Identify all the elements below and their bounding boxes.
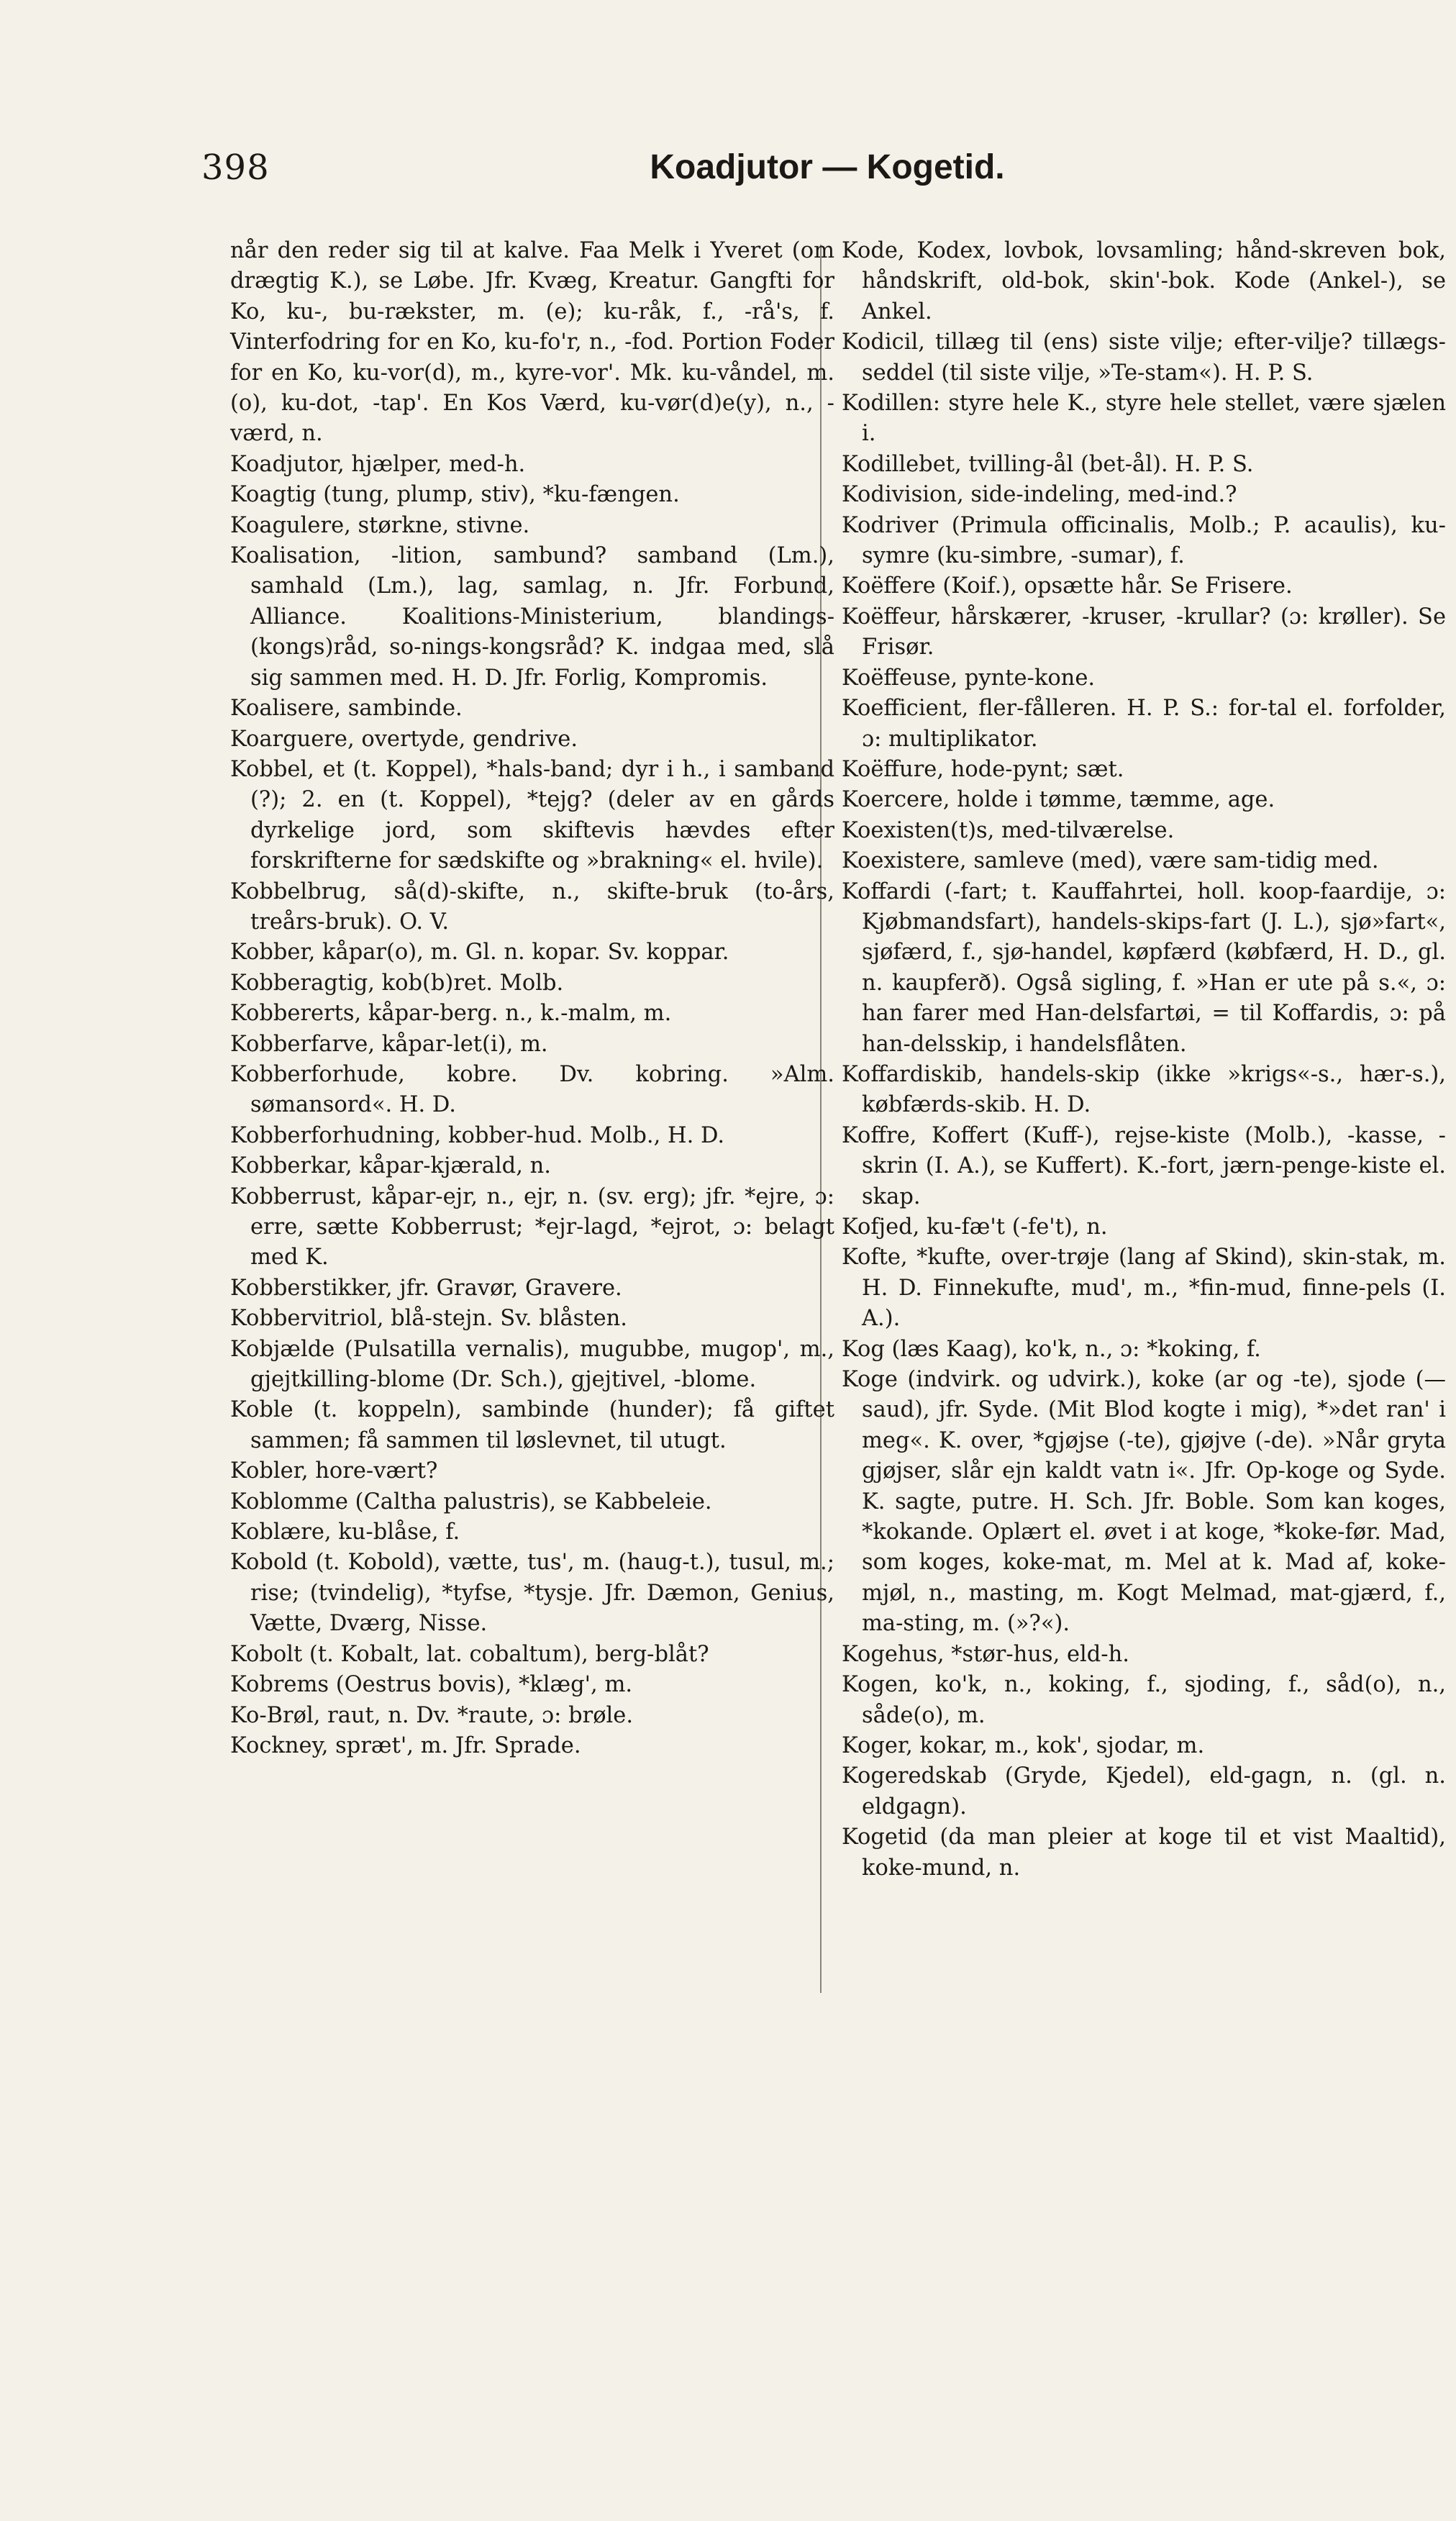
left-column xyxy=(230,236,834,1761)
dictionary-entry: Koëffeuse, pynte-kone. xyxy=(842,665,1096,691)
dictionary-entry: Koffardiskib, handels-skip (ikke »krigs«-s., hær-s.), købfærds-skib. H. D. xyxy=(842,1061,1446,1118)
dictionary-entry: Koadjutor, hjælper, med-h. xyxy=(230,451,526,477)
dictionary-entry: Kofjed, ku-fæ't (-fe't), n. xyxy=(842,1214,1108,1240)
dictionary-entry: Kogehus, *stør-hus, eld-h. xyxy=(842,1641,1129,1667)
dictionary-entry: Koëffere (Koif.), opsætte hår. Se Frisere. xyxy=(842,573,1293,599)
dictionary-entry: Koblære, ku-blåse, f. xyxy=(230,1520,460,1545)
dictionary-entry: Kodivision, side-indeling, med-ind.? xyxy=(842,482,1237,508)
dictionary-entry: Ko-Brøl, raut, n. Dv. *raute, ɔ: brøle. xyxy=(230,1702,634,1728)
dictionary-entry: Koger, kokar, m., kok', sjodar, m. xyxy=(842,1732,1205,1758)
dictionary-entry: Koalisere, sambinde. xyxy=(230,696,463,722)
dictionary-entry: Koge (indvirk. og udvirk.), koke (ar og -te), sjode (— saud), jfr. Syde. (Mit Blod kogte i mig), *»det ran' i meg«. K. over, *gjøjse (-te), gjøjve (-de). »Når gryta gjøjser, slår ejn kaldt vatn i«. Jfr. Op-koge og Syde. K. sagte, putre. H. Sch. Jfr. Boble. Som kan koges, *kokande. Oplært el. øvet i at koge, *koke-før. Mad, som koges, koke-mat, m. Mel at k. Mad af, koke-mjøl, n., masting, m. Kogt Melmad, mat-gjærd, f., ma-sting, m. (»?«). xyxy=(842,1367,1446,1637)
dictionary-entry: når den reder sig til at kalve. Faa Melk i Yveret (om drægtig K.), se Løbe. Jfr. Kvæg, Kreatur. Gangfti for Ko, ku-, bu-rækster, m. (e); ku-råk, f., -rå's, f. Vinterfodring for en Ko, ku-fo'r, n., -fod. Portion Foder for en Ko, ku-vor(d), m., kyre-vor'. Mk. ku-våndel, m. (o), ku-dot, -tap'. En Kos Værd, ku-vør(d)e(y), n., -værd, n. xyxy=(230,238,834,447)
dictionary-entry: Kobbelbrug, så(d)-skifte, n., skifte-bruk (to-års, treårs-bruk). O. V. xyxy=(230,878,834,935)
dictionary-entry: Kode, Kodex, lovbok, lovsamling; hånd-skreven bok, håndskrift, old-bok, skin'-bok. Kode (Ankel-), se Ankel. xyxy=(842,238,1446,324)
dictionary-entry: Kobberrust, kåpar-ejr, n., ejr, n. (sv. erg); jfr. *ejre, ɔ: erre, sætte Kobberrust; *ejr-lagd, *ejrot, ɔ: belagt med K. xyxy=(230,1184,834,1271)
dictionary-entry: Koexisten(t)s, med-tilværelse. xyxy=(842,817,1175,843)
dictionary-entry: Kobberfarve, kåpar-let(i), m. xyxy=(230,1031,548,1057)
dictionary-entry: Koffre, Koffert (Kuff-), rejse-kiste (Molb.), -kasse, -skrin (I. A.), se Kuffert). K.-fort, jærn-penge-kiste el. skap. xyxy=(842,1122,1446,1209)
dictionary-entry: Kobjælde (Pulsatilla vernalis), mugubbe, mugop', m., gjejtkilling-blome (Dr. Sch.), gjejtivel, -blome. xyxy=(230,1336,834,1393)
dictionary-entry: Koalisation, -lition, sambund? samband (Lm.), samhald (Lm.), lag, samlag, n. Jfr. Forbund, Alliance. Koalitions-Ministerium, blandings-(kongs)råd, so-nings-kongsråd? K. indgaa med, slå sig sammen med. H. D. Jfr. Forlig, Kompromis. xyxy=(230,543,834,691)
dictionary-entry: Koëffure, hode-pynt; sæt. xyxy=(842,756,1124,782)
dictionary-entry: Kodillen: styre hele K., styre hele stellet, være sjælen i. xyxy=(842,391,1446,447)
dictionary-entry: Kockney, spræt', m. Jfr. Sprade. xyxy=(230,1732,581,1758)
dictionary-entry: Koëffeur, hårskærer, -kruser, -krullar? (ɔ: krøller). Se Frisør. xyxy=(842,604,1446,660)
dictionary-entry: Kobold (t. Kobold), vætte, tus', m. (haug-t.), tusul, m.; rise; (tvindelig), *tyfse, *tysje. Jfr. Dæmon, Genius, Vætte, Dværg, Nisse. xyxy=(230,1550,834,1637)
dictionary-entry: Koagtig (tung, plump, stiv), *ku-fængen. xyxy=(230,482,680,508)
dictionary-entry: Koarguere, overtyde, gendrive. xyxy=(230,726,578,752)
dictionary-entry: Kobberforhude, kobre. Dv. kobring. »Alm. sømansord«. H. D. xyxy=(230,1061,834,1118)
dictionary-entry: Koblomme (Caltha palustris), se Kabbeleie. xyxy=(230,1489,712,1514)
page-header xyxy=(201,147,1453,198)
dictionary-entry: Kog (læs Kaag), ko'k, n., ɔ: *koking, f. xyxy=(842,1336,1261,1362)
dictionary-entry: Kodicil, tillæg til (ens) siste vilje; efter-vilje? tillægs-seddel (til siste vilje, »Te-stam«). H. P. S. xyxy=(842,330,1446,386)
dictionary-entry: Kobberagtig, kob(b)ret. Molb. xyxy=(230,970,564,996)
dictionary-entry: Kobrems (Oestrus bovis), *klæg', m. xyxy=(230,1672,633,1698)
dictionary-entry: Kofte, *kufte, over-trøje (lang af Skind), skin-stak, m. H. D. Finnekufte, mud', m., *fin-mud, finne-pels (I. A.). xyxy=(842,1245,1446,1332)
dictionary-entry: Koefficient, fler-fålleren. H. P. S.: for-tal el. forfolder, ɔ: multiplikator. xyxy=(842,696,1446,752)
dictionary-entry: Kogen, ko'k, n., koking, f., sjoding, f., såd(o), n., såde(o), m. xyxy=(842,1672,1446,1728)
dictionary-entry: Kobberkar, kåpar-kjærald, n. xyxy=(230,1153,551,1179)
dictionary-entry: Kogetid (da man pleier at koge til et vist Maaltid), koke-mund, n. xyxy=(842,1825,1446,1881)
dictionary-entry: Koagulere, størkne, stivne. xyxy=(230,512,530,538)
dictionary-entry: Koercere, holde i tømme, tæmme, age. xyxy=(842,787,1275,813)
page-number: 398 xyxy=(201,147,270,188)
dictionary-entry: Kobolt (t. Kobalt, lat. cobaltum), berg-blåt? xyxy=(230,1641,709,1667)
dictionary-entry: Kogeredskab (Gryde, Kjedel), eld-gagn, n. (gl. n. eldgagn). xyxy=(842,1763,1446,1820)
dictionary-entry: Kobberforhudning, kobber-hud. Molb., H. D. xyxy=(230,1122,725,1148)
dictionary-entry: Kobler, hore-vært? xyxy=(230,1458,438,1484)
dictionary-entry: Kobbel, et (t. Koppel), *hals-band; dyr i h., i samband (?); 2. en (t. Koppel), *tejg? (deler av en gårds dyrkelige jord, som skiftevis hævdes efter forskrifterne for sædskifte og »brakning« el. hvile). xyxy=(230,756,834,874)
dictionary-entry: Koble (t. koppeln), sambinde (hunder); få giftet sammen; få sammen til løslevnet, til utugt. xyxy=(230,1397,834,1453)
dictionary-entry: Kobberstikker, jfr. Gravør, Gravere. xyxy=(230,1275,622,1301)
dictionary-entry: Kodillebet, tvilling-ål (bet-ål). H. P. S. xyxy=(842,451,1254,477)
dictionary-entry: Kobbererts, kåpar-berg. n., k.-malm, m. xyxy=(230,1001,672,1027)
dictionary-entry: Kobber, kåpar(o), m. Gl. n. kopar. Sv. koppar. xyxy=(230,940,729,966)
dictionary-entry: Kobbervitriol, blå-stejn. Sv. blåsten. xyxy=(230,1306,627,1332)
right-column xyxy=(842,236,1446,1884)
dictionary-entry: Koexistere, samleve (med), være sam-tidig med. xyxy=(842,848,1379,874)
dictionary-entry: Koffardi (-fart; t. Kauffahrtei, holl. koop-faardije, ɔ: Kjøbmandsfart), handels-skips-fart (J. L.), sjø»fart«, sjøfærd, f., sjø-handel, køpfærd (købfærd, H. D., gl. n. kaupferð). Også sigling, f. »Han er ute på s.«, ɔ: han farer med Han-delsfartøi, = til Koffardis, ɔ: på han-delsskip, i handelsflåten. xyxy=(842,878,1446,1057)
running-title: Koadjutor — Kogetid. xyxy=(650,148,1005,186)
dictionary-entry: Kodriver (Primula officinalis, Molb.; P. acaulis), ku-symre (ku-simbre, -sumar), f. xyxy=(842,512,1446,569)
